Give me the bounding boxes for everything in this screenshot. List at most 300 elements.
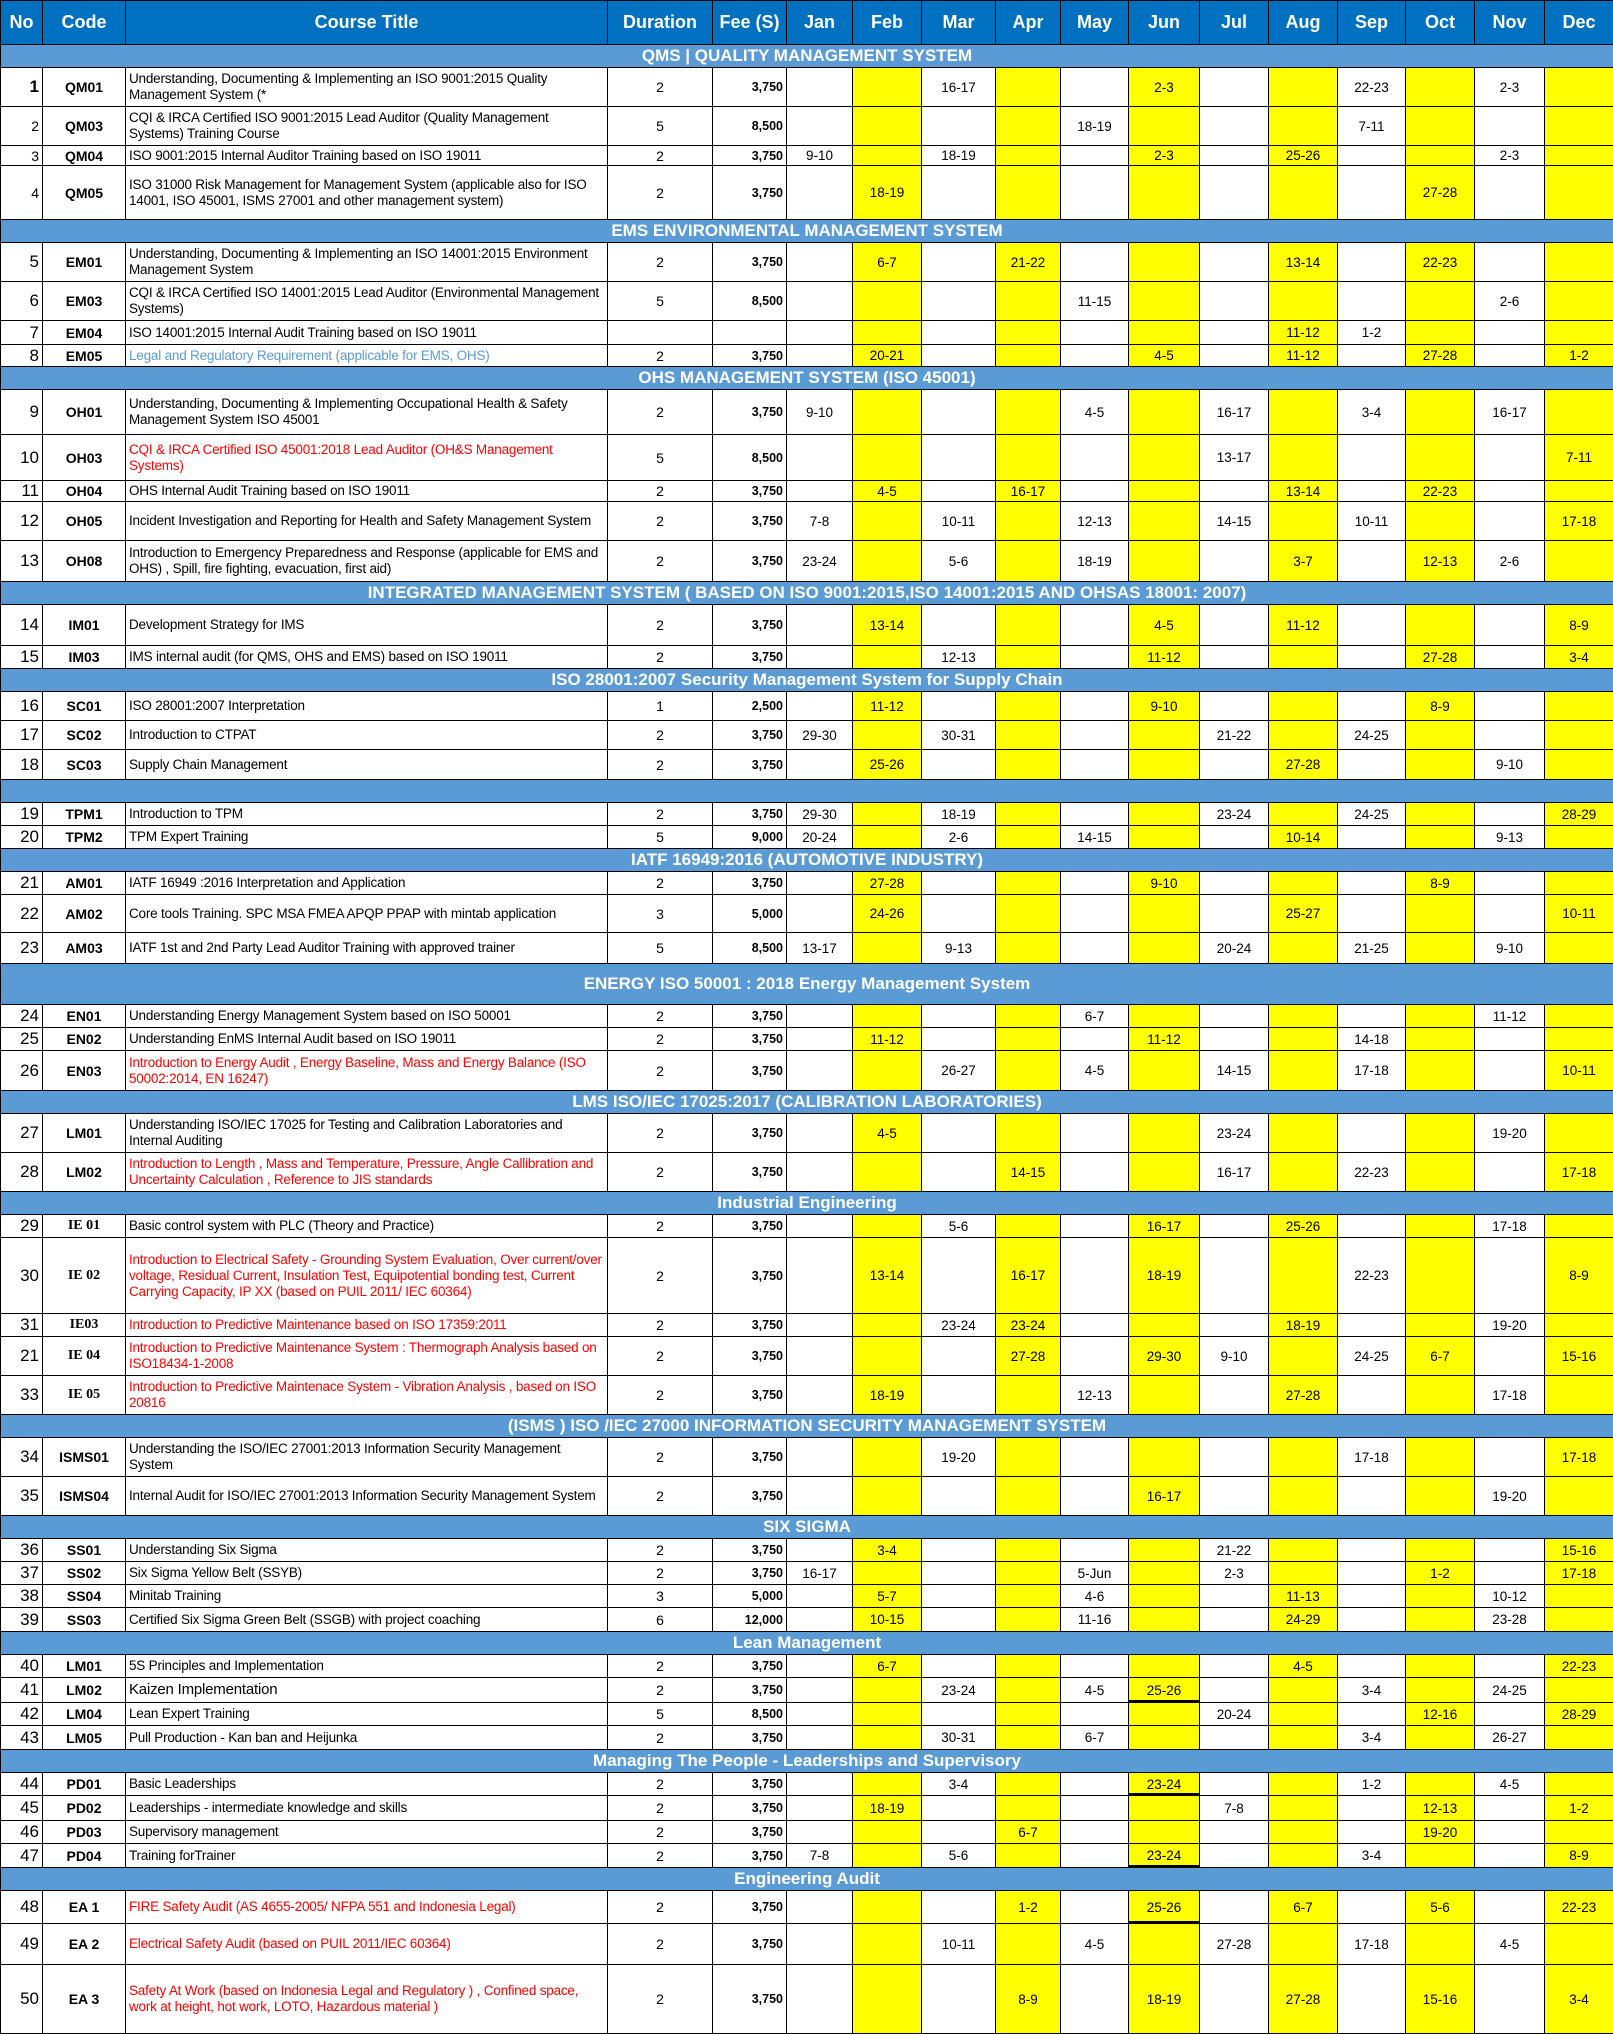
schedule-cell-feb [853, 803, 922, 826]
course-code: PD01 [43, 1773, 126, 1796]
schedule-cell-nov [1475, 243, 1545, 282]
schedule-cell-nov: 2-3 [1475, 146, 1545, 166]
schedule-cell-aug [1269, 1005, 1338, 1028]
course-fee: 8,500 [713, 1703, 787, 1726]
schedule-cell-mar [922, 435, 996, 481]
schedule-cell-jul [1200, 1965, 1269, 2034]
header-month-apr: Apr [996, 1, 1061, 45]
schedule-cell-nov [1475, 502, 1545, 541]
course-code: PD03 [43, 1821, 126, 1844]
course-fee: 3,750 [713, 68, 787, 107]
schedule-cell-may [1061, 750, 1129, 780]
schedule-cell-may [1061, 895, 1129, 933]
header-month-aug: Aug [1269, 1, 1338, 45]
schedule-cell-feb [853, 1773, 922, 1796]
header-code: Code [43, 1, 126, 45]
schedule-cell-jun [1129, 1562, 1200, 1585]
course-duration: 2 [608, 481, 713, 502]
schedule-cell-apr [996, 1844, 1061, 1868]
course-duration: 2 [608, 1773, 713, 1796]
course-fee: 3,750 [713, 1655, 787, 1678]
row-number: 43 [1, 1726, 43, 1750]
table-row [1, 721, 1613, 750]
schedule-cell-jan [787, 1608, 853, 1632]
course-fee: 3,750 [713, 646, 787, 669]
course-fee: 3,750 [713, 872, 787, 895]
schedule-cell-mar [922, 1608, 996, 1632]
course-duration: 2 [608, 1539, 713, 1562]
schedule-cell-apr [996, 345, 1061, 367]
course-duration: 2 [608, 502, 713, 541]
course-code: AM03 [43, 933, 126, 964]
schedule-cell-nov [1475, 721, 1545, 750]
row-number: 12 [1, 502, 43, 541]
schedule-cell-nov: 9-13 [1475, 826, 1545, 849]
schedule-cell-nov [1475, 1844, 1545, 1868]
schedule-cell-nov: 4-5 [1475, 1924, 1545, 1965]
schedule-cell-mar [922, 1539, 996, 1562]
schedule-cell-may [1061, 721, 1129, 750]
schedule-cell-nov [1475, 1153, 1545, 1192]
schedule-cell-aug [1269, 1821, 1338, 1844]
course-title: Introduction to TPM [126, 803, 608, 826]
schedule-cell-may [1061, 1028, 1129, 1051]
schedule-cell-may [1061, 166, 1129, 220]
schedule-cell-may [1061, 1821, 1129, 1844]
table-row [1, 826, 1613, 849]
row-number: 30 [1, 1238, 43, 1314]
schedule-cell-dec [1545, 321, 1613, 345]
course-code: ISMS04 [43, 1477, 126, 1516]
course-title: Basic Leaderships [126, 1773, 608, 1796]
schedule-cell-sep: 1-2 [1338, 321, 1406, 345]
course-title: Supervisory management [126, 1821, 608, 1844]
schedule-cell-sep [1338, 1821, 1406, 1844]
course-title: Introduction to Predictive Maintenace System - Vibration Analysis , based on ISO 20816 [126, 1376, 608, 1415]
schedule-cell-oct: 15-16 [1406, 1965, 1475, 2034]
schedule-cell-apr: 8-9 [996, 1965, 1061, 2034]
schedule-cell-feb: 13-14 [853, 1238, 922, 1314]
schedule-cell-jun [1129, 1314, 1200, 1337]
schedule-cell-jan [787, 1477, 853, 1516]
course-duration: 3 [608, 1585, 713, 1608]
schedule-cell-oct [1406, 1114, 1475, 1153]
schedule-cell-jul [1200, 1215, 1269, 1238]
course-code: EM01 [43, 243, 126, 282]
schedule-body [1, 45, 1613, 2034]
course-duration: 1 [608, 692, 713, 721]
schedule-cell-oct: 27-28 [1406, 345, 1475, 367]
schedule-cell-jul [1200, 1726, 1269, 1750]
row-number: 6 [1, 282, 43, 321]
course-code: AM01 [43, 872, 126, 895]
schedule-cell-oct [1406, 895, 1475, 933]
schedule-cell-feb [853, 1891, 922, 1924]
schedule-cell-oct [1406, 1153, 1475, 1192]
schedule-cell-nov [1475, 345, 1545, 367]
schedule-cell-mar [922, 282, 996, 321]
course-duration: 2 [608, 1844, 713, 1868]
schedule-cell-aug [1269, 166, 1338, 220]
table-row [1, 1114, 1613, 1153]
schedule-cell-dec: 22-23 [1545, 1891, 1613, 1924]
schedule-cell-jan [787, 345, 853, 367]
schedule-cell-aug [1269, 1844, 1338, 1868]
section-title: Managing The People - Leaderships and Supervisory [1, 1750, 1613, 1773]
schedule-cell-jun: 11-12 [1129, 1028, 1200, 1051]
header-month-feb: Feb [853, 1, 922, 45]
course-code: EM03 [43, 282, 126, 321]
schedule-cell-jun [1129, 1726, 1200, 1750]
schedule-cell-apr [996, 895, 1061, 933]
schedule-cell-jul: 13-17 [1200, 435, 1269, 481]
schedule-cell-jul [1200, 345, 1269, 367]
schedule-cell-apr [996, 435, 1061, 481]
schedule-cell-apr [996, 933, 1061, 964]
schedule-cell-nov: 19-20 [1475, 1477, 1545, 1516]
schedule-cell-jan [787, 1028, 853, 1051]
schedule-cell-jan [787, 1678, 853, 1703]
schedule-cell-sep [1338, 166, 1406, 220]
row-number: 10 [1, 435, 43, 481]
schedule-cell-dec: 17-18 [1545, 502, 1613, 541]
schedule-cell-sep [1338, 1114, 1406, 1153]
schedule-cell-feb [853, 1703, 922, 1726]
schedule-cell-may [1061, 1153, 1129, 1192]
schedule-cell-dec [1545, 692, 1613, 721]
schedule-cell-nov [1475, 646, 1545, 669]
schedule-cell-apr [996, 872, 1061, 895]
header-fee: Fee (S) [713, 1, 787, 45]
course-duration: 5 [608, 826, 713, 849]
schedule-cell-jul [1200, 243, 1269, 282]
schedule-cell-oct [1406, 1238, 1475, 1314]
schedule-cell-feb [853, 541, 922, 582]
schedule-cell-jul: 14-15 [1200, 502, 1269, 541]
schedule-cell-jul: 14-15 [1200, 1051, 1269, 1091]
table-row [1, 1238, 1613, 1314]
schedule-cell-sep [1338, 435, 1406, 481]
section-header [1, 1415, 1613, 1438]
schedule-cell-mar [922, 1965, 996, 2034]
course-fee: 3,750 [713, 1539, 787, 1562]
schedule-cell-jun: 23-24 [1129, 1844, 1200, 1868]
schedule-cell-aug: 13-14 [1269, 481, 1338, 502]
course-code: QM04 [43, 146, 126, 166]
schedule-cell-jul [1200, 1238, 1269, 1314]
course-duration: 2 [608, 68, 713, 107]
schedule-cell-jun [1129, 895, 1200, 933]
schedule-cell-oct [1406, 1051, 1475, 1091]
schedule-cell-jan [787, 1585, 853, 1608]
schedule-cell-aug [1269, 1726, 1338, 1750]
schedule-cell-jul [1200, 1678, 1269, 1703]
section-header [1, 582, 1613, 605]
course-code: ISMS01 [43, 1438, 126, 1477]
schedule-cell-sep [1338, 750, 1406, 780]
course-code: IM03 [43, 646, 126, 669]
schedule-cell-oct [1406, 1678, 1475, 1703]
schedule-cell-jul: 16-17 [1200, 1153, 1269, 1192]
schedule-cell-mar: 18-19 [922, 803, 996, 826]
table-row [1, 166, 1613, 220]
schedule-cell-jul [1200, 1821, 1269, 1844]
course-title: Core tools Training. SPC MSA FMEA APQP PPAP with mintab application [126, 895, 608, 933]
schedule-cell-jun [1129, 721, 1200, 750]
schedule-cell-dec [1545, 1314, 1613, 1337]
schedule-cell-may [1061, 1215, 1129, 1238]
schedule-cell-apr [996, 541, 1061, 582]
schedule-cell-sep [1338, 345, 1406, 367]
course-code: PD02 [43, 1796, 126, 1821]
section-header [1, 1091, 1613, 1114]
row-number: 50 [1, 1965, 43, 2034]
schedule-cell-oct [1406, 1655, 1475, 1678]
schedule-cell-sep: 17-18 [1338, 1924, 1406, 1965]
schedule-cell-oct [1406, 1585, 1475, 1608]
schedule-cell-may: 11-16 [1061, 1608, 1129, 1632]
schedule-cell-feb: 10-15 [853, 1608, 922, 1632]
schedule-cell-sep: 17-18 [1338, 1438, 1406, 1477]
schedule-cell-jan [787, 1726, 853, 1750]
course-fee: 3,750 [713, 243, 787, 282]
schedule-cell-oct [1406, 1539, 1475, 1562]
schedule-cell-mar: 30-31 [922, 1726, 996, 1750]
schedule-cell-jan [787, 1005, 853, 1028]
schedule-cell-jul [1200, 750, 1269, 780]
schedule-cell-sep [1338, 1585, 1406, 1608]
schedule-cell-feb [853, 1844, 922, 1868]
course-duration: 5 [608, 1703, 713, 1726]
schedule-cell-nov [1475, 1796, 1545, 1821]
course-fee: 2,500 [713, 692, 787, 721]
schedule-cell-mar: 2-6 [922, 826, 996, 849]
schedule-cell-jul [1200, 1773, 1269, 1796]
course-title: Introduction to Length , Mass and Temperature, Pressure, Angle Callibration and Uncertainty Calculation , Reference to JIS standards [126, 1153, 608, 1192]
schedule-cell-sep: 24-25 [1338, 803, 1406, 826]
table-row [1, 1005, 1613, 1028]
schedule-cell-jun [1129, 1703, 1200, 1726]
schedule-cell-feb [853, 1314, 922, 1337]
schedule-cell-jan [787, 321, 853, 345]
header-month-nov: Nov [1475, 1, 1545, 45]
schedule-cell-apr [996, 1005, 1061, 1028]
schedule-cell-jun [1129, 166, 1200, 220]
schedule-cell-mar: 5-6 [922, 1844, 996, 1868]
course-fee: 3,750 [713, 502, 787, 541]
schedule-cell-feb: 5-7 [853, 1585, 922, 1608]
table-row [1, 1891, 1613, 1924]
row-number: 42 [1, 1703, 43, 1726]
course-duration: 2 [608, 1821, 713, 1844]
schedule-cell-aug [1269, 1477, 1338, 1516]
course-fee: 3,750 [713, 1965, 787, 2034]
schedule-cell-aug: 3-7 [1269, 541, 1338, 582]
schedule-cell-aug [1269, 107, 1338, 146]
schedule-cell-sep [1338, 1314, 1406, 1337]
course-duration: 2 [608, 1477, 713, 1516]
schedule-cell-aug: 27-28 [1269, 1376, 1338, 1415]
schedule-cell-may [1061, 345, 1129, 367]
section-title: ENERGY ISO 50001 : 2018 Energy Management System [1, 964, 1613, 1005]
schedule-cell-jul [1200, 481, 1269, 502]
schedule-cell-sep: 22-23 [1338, 68, 1406, 107]
schedule-cell-nov: 2-6 [1475, 282, 1545, 321]
course-code: EM05 [43, 345, 126, 367]
course-fee: 3,750 [713, 1028, 787, 1051]
schedule-cell-may: 11-15 [1061, 282, 1129, 321]
table-row [1, 481, 1613, 502]
schedule-cell-jun: 16-17 [1129, 1477, 1200, 1516]
schedule-cell-jan [787, 1924, 853, 1965]
schedule-cell-may [1061, 692, 1129, 721]
course-fee: 8,500 [713, 933, 787, 964]
schedule-cell-sep [1338, 1796, 1406, 1821]
schedule-cell-dec: 28-29 [1545, 803, 1613, 826]
schedule-cell-jun [1129, 1821, 1200, 1844]
schedule-cell-feb [853, 1477, 922, 1516]
schedule-cell-dec: 3-4 [1545, 1965, 1613, 2034]
schedule-cell-feb [853, 1821, 922, 1844]
section-header [1, 780, 1613, 803]
schedule-cell-jun [1129, 1005, 1200, 1028]
schedule-cell-sep [1338, 1655, 1406, 1678]
section-title: Engineering Audit [1, 1868, 1613, 1891]
schedule-cell-dec: 1-2 [1545, 1796, 1613, 1821]
section-title: Industrial Engineering [1, 1192, 1613, 1215]
schedule-cell-may: 12-13 [1061, 502, 1129, 541]
course-code: IE 01 [43, 1215, 126, 1238]
schedule-cell-dec: 22-23 [1545, 1655, 1613, 1678]
schedule-cell-jul [1200, 1314, 1269, 1337]
course-code: EN01 [43, 1005, 126, 1028]
schedule-cell-jun [1129, 1376, 1200, 1415]
schedule-cell-aug: 4-5 [1269, 1655, 1338, 1678]
course-title: ISO 9001:2015 Internal Auditor Training based on ISO 19011 [126, 146, 608, 166]
schedule-cell-apr [996, 605, 1061, 646]
course-title: Understanding Six Sigma [126, 1539, 608, 1562]
course-code: EA 3 [43, 1965, 126, 2034]
schedule-cell-feb [853, 826, 922, 849]
schedule-cell-mar: 3-4 [922, 1773, 996, 1796]
schedule-cell-mar [922, 605, 996, 646]
row-number: 34 [1, 1438, 43, 1477]
course-fee: 3,750 [713, 605, 787, 646]
schedule-cell-apr [996, 646, 1061, 669]
schedule-cell-feb: 18-19 [853, 166, 922, 220]
schedule-cell-sep [1338, 895, 1406, 933]
course-code: LM01 [43, 1114, 126, 1153]
schedule-cell-aug: 27-28 [1269, 750, 1338, 780]
schedule-cell-jun: 25-26 [1129, 1678, 1200, 1703]
course-title: Introduction to Predictive Maintenance based on ISO 17359:2011 [126, 1314, 608, 1337]
schedule-cell-sep [1338, 146, 1406, 166]
course-title: ISO 14001:2015 Internal Audit Training based on ISO 19011 [126, 321, 608, 345]
schedule-cell-dec [1545, 166, 1613, 220]
schedule-cell-jun [1129, 750, 1200, 780]
schedule-cell-oct: 8-9 [1406, 692, 1475, 721]
schedule-cell-may [1061, 605, 1129, 646]
schedule-cell-mar [922, 1477, 996, 1516]
schedule-cell-oct [1406, 1726, 1475, 1750]
course-duration: 2 [608, 1655, 713, 1678]
schedule-cell-aug [1269, 390, 1338, 435]
schedule-cell-jan [787, 1051, 853, 1091]
schedule-cell-apr [996, 1562, 1061, 1585]
schedule-cell-aug [1269, 803, 1338, 826]
table-row [1, 68, 1613, 107]
schedule-cell-sep [1338, 1891, 1406, 1924]
section-header [1, 367, 1613, 390]
schedule-cell-dec: 17-18 [1545, 1562, 1613, 1585]
table-row [1, 1796, 1613, 1821]
schedule-cell-mar [922, 1153, 996, 1192]
course-title: Basic control system with PLC (Theory and Practice) [126, 1215, 608, 1238]
course-title: Internal Audit for ISO/IEC 27001:2013 Information Security Management System [126, 1477, 608, 1516]
schedule-cell-nov: 9-10 [1475, 933, 1545, 964]
course-fee: 12,000 [713, 1608, 787, 1632]
schedule-cell-mar [922, 166, 996, 220]
schedule-cell-apr [996, 166, 1061, 220]
course-code: SS01 [43, 1539, 126, 1562]
schedule-cell-mar [922, 1376, 996, 1415]
schedule-cell-aug [1269, 1562, 1338, 1585]
schedule-cell-nov [1475, 1337, 1545, 1376]
schedule-cell-apr [996, 282, 1061, 321]
schedule-cell-jan: 13-17 [787, 933, 853, 964]
course-title: IATF 1st and 2nd Party Lead Auditor Training with approved trainer [126, 933, 608, 964]
schedule-cell-sep: 21-25 [1338, 933, 1406, 964]
schedule-cell-feb [853, 1153, 922, 1192]
schedule-cell-apr [996, 1051, 1061, 1091]
course-fee: 3,750 [713, 345, 787, 367]
course-title: CQI & IRCA Certified ISO 14001:2015 Lead Auditor (Environmental Management Systems) [126, 282, 608, 321]
course-title: Understanding EnMS Internal Audit based on ISO 19011 [126, 1028, 608, 1051]
course-fee: 3,750 [713, 1477, 787, 1516]
table-row [1, 1726, 1613, 1750]
schedule-cell-aug [1269, 1703, 1338, 1726]
schedule-cell-nov: 19-20 [1475, 1314, 1545, 1337]
schedule-cell-nov [1475, 1891, 1545, 1924]
schedule-cell-jan: 20-24 [787, 826, 853, 849]
table-row [1, 1821, 1613, 1844]
course-title: Safety At Work (based on Indonesia Legal and Regulatory ) , Confined space, work at height, hot work, LOTO, Hazardous material ) [126, 1965, 608, 2034]
row-number: 19 [1, 803, 43, 826]
course-title: Lean Expert Training [126, 1703, 608, 1726]
schedule-cell-aug [1269, 872, 1338, 895]
table-row [1, 345, 1613, 367]
schedule-cell-may [1061, 1314, 1129, 1337]
schedule-cell-apr: 14-15 [996, 1153, 1061, 1192]
course-duration: 2 [608, 803, 713, 826]
row-number: 17 [1, 721, 43, 750]
schedule-cell-dec [1545, 146, 1613, 166]
schedule-cell-jul: 16-17 [1200, 390, 1269, 435]
schedule-cell-jul [1200, 146, 1269, 166]
schedule-cell-aug [1269, 1796, 1338, 1821]
course-title: Introduction to Electrical Safety - Grounding System Evaluation, Over current/over voltage, Residual Current, Insulation Test, Equipotential bonding test, Current Carrying Capacity, IP XX (based on PUIL 2011/ IEC 60364) [126, 1238, 608, 1314]
schedule-cell-dec: 7-11 [1545, 435, 1613, 481]
schedule-cell-jul: 9-10 [1200, 1337, 1269, 1376]
header-row [1, 1, 1613, 45]
schedule-cell-dec: 10-11 [1545, 895, 1613, 933]
schedule-cell-nov [1475, 1965, 1545, 2034]
schedule-cell-may [1061, 803, 1129, 826]
schedule-cell-apr [996, 321, 1061, 345]
schedule-cell-oct [1406, 826, 1475, 849]
course-fee: 3,750 [713, 1114, 787, 1153]
section-title [1, 780, 1613, 803]
